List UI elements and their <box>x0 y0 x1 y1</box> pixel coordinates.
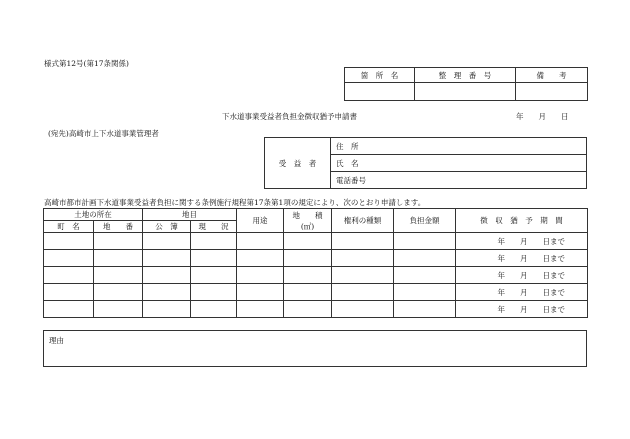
cell-lot[interactable] <box>94 301 143 318</box>
cell-use[interactable] <box>237 284 284 301</box>
office-location-field[interactable] <box>345 83 415 101</box>
header-area-unit: (㎡) <box>300 221 315 231</box>
office-col-location: 箇 所 名 <box>345 68 415 83</box>
cell-actual[interactable] <box>191 301 237 318</box>
header-area <box>284 209 332 233</box>
cell-lot[interactable] <box>94 250 143 267</box>
header-area-label: 地 積 <box>292 210 323 220</box>
land-table <box>43 208 588 318</box>
cell-amount[interactable] <box>394 267 456 284</box>
addressee: (宛先)高崎市上下水道事業管理者 <box>48 129 159 138</box>
cell-rights[interactable] <box>332 284 394 301</box>
cell-lot[interactable] <box>94 284 143 301</box>
cell-registry[interactable] <box>143 301 191 318</box>
header-registry: 公 簿 <box>143 221 191 233</box>
header-land-location: 土地の所在 <box>44 209 143 221</box>
cell-use[interactable] <box>237 267 284 284</box>
cell-use[interactable] <box>237 250 284 267</box>
reason-box[interactable] <box>43 330 587 367</box>
header-land-category: 地目 <box>143 209 237 221</box>
application-date[interactable]: 年 月 日 <box>516 112 569 121</box>
cell-registry[interactable] <box>143 250 191 267</box>
cell-amount[interactable] <box>394 301 456 318</box>
table-row <box>44 267 588 284</box>
cell-amount[interactable] <box>394 250 456 267</box>
cell-town[interactable] <box>44 267 94 284</box>
cell-period[interactable]: 年 月 日まで <box>456 250 588 267</box>
header-lot-number: 地 番 <box>94 221 143 233</box>
header-rights: 権利の種類 <box>332 209 394 233</box>
cell-area[interactable] <box>284 301 332 318</box>
cell-period[interactable]: 年 月 日まで <box>456 233 588 250</box>
cell-area[interactable] <box>284 233 332 250</box>
cell-period[interactable]: 年 月 日まで <box>456 301 588 318</box>
cell-area[interactable] <box>284 250 332 267</box>
cell-period[interactable]: 年 月 日まで <box>456 267 588 284</box>
document-title: 下水道事業受益者負担金徴収猶予申請書 <box>222 112 357 121</box>
reason-label: 理由 <box>49 336 64 345</box>
cell-area[interactable] <box>284 284 332 301</box>
statement-text: 高崎市都市計画下水道事業受益者負担に関する条例施行規程第17条第1項の規定により、次のとおり申請します。 <box>44 198 426 207</box>
address-field[interactable]: 住 所 <box>331 138 587 155</box>
header-town: 町 名 <box>44 221 94 233</box>
applicant-table <box>264 137 587 189</box>
office-col-number: 整 理 番 号 <box>415 68 516 83</box>
cell-rights[interactable] <box>332 250 394 267</box>
cell-town[interactable] <box>44 301 94 318</box>
cell-use[interactable] <box>237 233 284 250</box>
table-row <box>44 301 588 318</box>
cell-lot[interactable] <box>94 267 143 284</box>
table-row <box>44 233 588 250</box>
header-use: 用途 <box>237 209 284 233</box>
cell-rights[interactable] <box>332 267 394 284</box>
cell-registry[interactable] <box>143 267 191 284</box>
cell-actual[interactable] <box>191 233 237 250</box>
cell-rights[interactable] <box>332 301 394 318</box>
cell-town[interactable] <box>44 250 94 267</box>
cell-period[interactable]: 年 月 日まで <box>456 284 588 301</box>
cell-actual[interactable] <box>191 284 237 301</box>
office-number-field[interactable] <box>415 83 516 101</box>
table-row <box>44 250 588 267</box>
form-number: 様式第12号(第17条関係) <box>44 59 129 68</box>
cell-town[interactable] <box>44 284 94 301</box>
cell-town[interactable] <box>44 233 94 250</box>
table-row <box>44 284 588 301</box>
header-amount: 負担金額 <box>394 209 456 233</box>
beneficiary-label: 受 益 者 <box>265 138 331 189</box>
cell-actual[interactable] <box>191 267 237 284</box>
cell-amount[interactable] <box>394 233 456 250</box>
cell-registry[interactable] <box>143 233 191 250</box>
cell-amount[interactable] <box>394 284 456 301</box>
cell-use[interactable] <box>237 301 284 318</box>
header-actual: 現 況 <box>191 221 237 233</box>
phone-field[interactable]: 電話番号 <box>331 172 587 189</box>
cell-lot[interactable] <box>94 233 143 250</box>
office-use-table <box>344 67 588 101</box>
office-col-remarks: 備 考 <box>516 68 588 83</box>
cell-rights[interactable] <box>332 233 394 250</box>
office-remarks-field[interactable] <box>516 83 588 101</box>
header-period: 徴 収 猶 予 期 間 <box>456 209 588 233</box>
cell-actual[interactable] <box>191 250 237 267</box>
cell-registry[interactable] <box>143 284 191 301</box>
name-field[interactable]: 氏 名 <box>331 155 587 172</box>
cell-area[interactable] <box>284 267 332 284</box>
